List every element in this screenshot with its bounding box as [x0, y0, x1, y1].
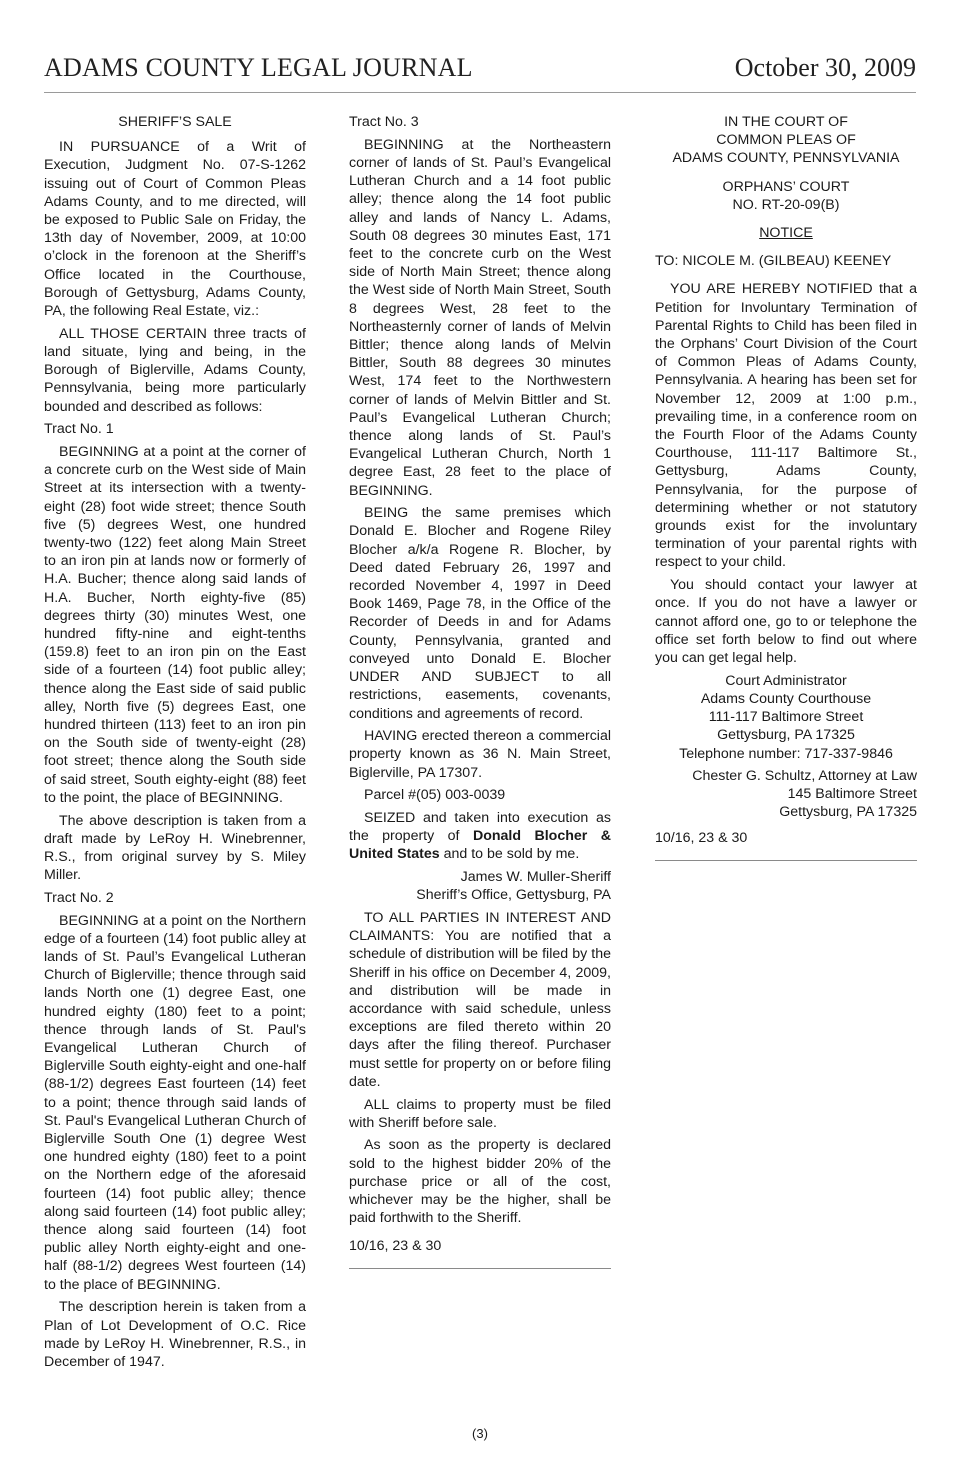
seized-text-pre: SEIZED and taken into execution as the property of: [349, 810, 611, 845]
orphans-court-heading: [655, 178, 917, 214]
court-line-1: IN THE COURT OF: [724, 114, 848, 130]
claims-paragraph: ALL claims to property must be filed with Sheriff before sale.: [349, 1096, 611, 1131]
tract1-label: Tract No. 1: [44, 421, 114, 438]
tract3-description: BEGINNING at the Northeastern corner of lands of St. Paul’s Evangelical Lutheran Church and a 14 foot public alley; thence along the 14 foot public alley and lands of Nancy L. Adams, South 08 degrees 30 minutes East, 171 feet to the concrete curb on the West side of North Main Street; thence along the West side of North Main Street, South 8 degrees West, 28 feet to the Northeasternly corner of lands of Melvin Bittler; thence along lands of Melvin Bittler, South 88 degrees 30 minutes West, 174 feet to the Northwestern corner of lands of Melvin Bittler and St. Paul’s Evangelical Lutheran Church; thence along lands of St. Paul’s Evangelical Lutheran Church, North 1 degree East, 28 feet to the place of BEGINNING.: [349, 136, 611, 499]
tract1-source: The above description is taken from a draft made by LeRoy H. Winebrenner, R.S., from original survey by S. Miley Miller.: [44, 812, 306, 884]
seized-parties: Donald Blocher & United States: [349, 828, 611, 863]
having-paragraph: HAVING erected thereon a commercial property known as 36 N. Main Street, Biglerville, PA 17307.: [349, 728, 611, 781]
tract2-label: Tract No. 2: [44, 889, 114, 906]
court-line-2: COMMON PLEAS OF: [716, 132, 856, 149]
column-sheriffs-sale: [44, 113, 306, 1376]
court-administrator-address: [655, 672, 917, 763]
sheriffs-sale-heading: SHERIFF’S SALE: [118, 114, 232, 130]
notice-heading: NOTICE: [759, 225, 813, 242]
issue-date: October 30, 2009: [734, 53, 916, 82]
page-number: (3): [472, 1426, 488, 1441]
to-all-parties-paragraph: TO ALL PARTIES IN INTEREST AND CLAIMANTS: You are notified that a schedule of distribution will be filed by the Sheriff in his office on December 4, 2009, and distribution will be made in accordance with said schedule, unless exceptions are filed thereto within 20 days after the filing thereof. Purchaser must settle for property on or before filing date.: [349, 910, 611, 1090]
publication-dates: 10/16, 23 & 30: [349, 1238, 442, 1255]
seized-paragraph: [349, 809, 611, 864]
sheriff-name: James W. Muller-Sheriff: [460, 869, 611, 886]
tract1-description: BEGINNING at a point at the corner of a concrete curb on the West side of Main Street at its intersection with a twenty-eight (28) foot wide street; thence South five (5) degrees West, one hundred twenty-two (122) feet along Main Street to an iron pin at lands now or formerly of H.A. Bucher; thence along said lands of H.A. Bucher, North eighty-five (85) degrees thirty (30) minutes West, one hundred fifty-nine and eight-tenths (159.8) feet to an iron pin on the East side of a fourteen (14) foot public alley; thence along the East side of said public alley, North five (5) degrees East, one hundred thirteen (113) feet to an iron pin on the South side of twenty-eight (28) foot street; thence along the South side of said street, South eighty-eight (88) feet to the point, the place of BEGINNING.: [44, 443, 306, 806]
orphans-court-line-2: NO. RT-20-09(B): [732, 196, 840, 213]
contact-lawyer-paragraph: You should contact your lawyer at once. If you do not have a lawyer or cannot afford one, go to or telephone the office set forth below to find out where you can get legal help.: [655, 577, 917, 666]
attorney-line-1: Chester G. Schultz, Attorney at Law: [692, 767, 917, 784]
attorney-line-3: Gettysburg, PA 17325: [779, 804, 917, 821]
orphans-court-line-1: ORPHANS’ COURT: [722, 178, 850, 195]
notified-paragraph: YOU ARE HEREBY NOTIFIED that a Petition for Involuntary Termination of Parental Rights to Child has been filed in the Orphans’ Court Division of the Court of Common Pleas of Adams County, Pennsylvania. A hearing has been set for November 12, 2009 at 1:00 p.m., prevailing time, in a conference room on the Fourth Floor of the Adams County Courthouse, 111-117 Baltimore St., Gettysburg, Adams County, Pennsylvania, for the purpose of determining whether or not statutory grounds exist for the involuntary termination of your parental rights with respect to your child.: [655, 281, 917, 571]
notice-recipient: TO: NICOLE M. (GILBEAU) KEENEY: [655, 253, 892, 270]
tract2-source: The description herein is taken from a Plan of Lot Development of O.C. Rice made by LeRoy H. Winebrenner, R.S., in December of 1947.: [44, 1299, 306, 1370]
masthead: [44, 52, 916, 93]
attorney-address: [655, 767, 917, 822]
pursuance-paragraph: IN PURSUANCE of a Writ of Execution, Judgment No. 07-S-1262 issuing out of Court of Common Pleas Adams County, and to me directed, will be exposed to Public Sale on Friday, the 13th day of November, 2009, at 10:00 o’clock in the forenoon at the Sheriff’s Office located in the Courthouse, Borough of Gettysburg, Adams County, PA, the following Real Estate, viz.:: [44, 139, 306, 320]
notice-divider-rule: [655, 860, 917, 861]
attorney-line-2: 145 Baltimore Street: [787, 785, 917, 802]
parcel-number: Parcel #(05) 003-0039: [364, 787, 506, 804]
column-orphans-court-notice: [655, 113, 917, 861]
sheriff-office: Sheriff’s Office, Gettysburg, PA: [416, 887, 611, 904]
journal-title: ADAMS COUNTY LEGAL JOURNAL: [44, 53, 473, 82]
tract3-label: Tract No. 3: [349, 114, 419, 130]
tract2-description: BEGINNING at a point on the Northern edge of a fourteen (14) foot public alley at lands of St. Paul’s Evangelical Lutheran Church of Biglerville; thence through said lands North one (1) degree East, one hundred eighty (180) feet to a point; thence through lands of St. Paul's Evangelical Lutheran Church of Biglerville South eighty-eight and one-half (88-1/2) degrees East fourteen (14) feet to a point; thence through said lands of St. Paul's Evangelical Lutheran Church of Biglerville South One (1) degree West one hundred eighty (180) feet to a point on the Northern edge of the aforesaid fourteen (14) foot public alley; thence along said fourteen (14) foot public alley; thence along said fourteen (14) foot public alley North eighty-eight and one-half (88-1/2) degrees West fourteen (14) to the place of BEGINNING.: [44, 912, 306, 1293]
notice-publication-dates: 10/16, 23 & 30: [655, 830, 748, 847]
admin-telephone: Telephone number: 717-337-9846: [679, 745, 893, 762]
admin-line-1: Court Administrator: [725, 672, 847, 689]
payment-paragraph: As soon as the property is declared sold to the highest bidder 20% of the purchase price or all of the cost, whichever may be the higher, shall be paid forthwith to the Sheriff.: [349, 1137, 611, 1227]
column-divider-rule: [349, 1268, 611, 1269]
column-sheriffs-sale-continued: [349, 113, 611, 1269]
admin-line-3: 111-117 Baltimore Street: [708, 709, 864, 726]
admin-line-2: Adams County Courthouse: [700, 690, 872, 707]
court-heading: [655, 113, 917, 168]
court-line-3: ADAMS COUNTY, PENNSYLVANIA: [672, 150, 900, 167]
admin-line-4: Gettysburg, PA 17325: [717, 727, 855, 744]
seized-text-post: and to be sold by me.: [439, 846, 580, 863]
premises-paragraph: BEING the same premises which Donald E. Blocher and Rogene Riley Blocher a/k/a Rogene R. Blocher, by Deed dated February 26, 1997 and recorded November 4, 1997 in Deed Book 1469, Page 78, in the Office of the Recorder of Deeds in and for Adams County, Pennsylvania, granted and conveyed unto Donald E. Blocher UNDER AND SUBJECT to all restrictions, easements, covenants, conditions and agreements of record.: [349, 505, 611, 722]
tracts-intro-paragraph: ALL THOSE CERTAIN three tracts of land situate, lying and being, in the Borough of Biglerville, Adams County, Pennsylvania, being more particularly bounded and described as follows:: [44, 325, 306, 415]
